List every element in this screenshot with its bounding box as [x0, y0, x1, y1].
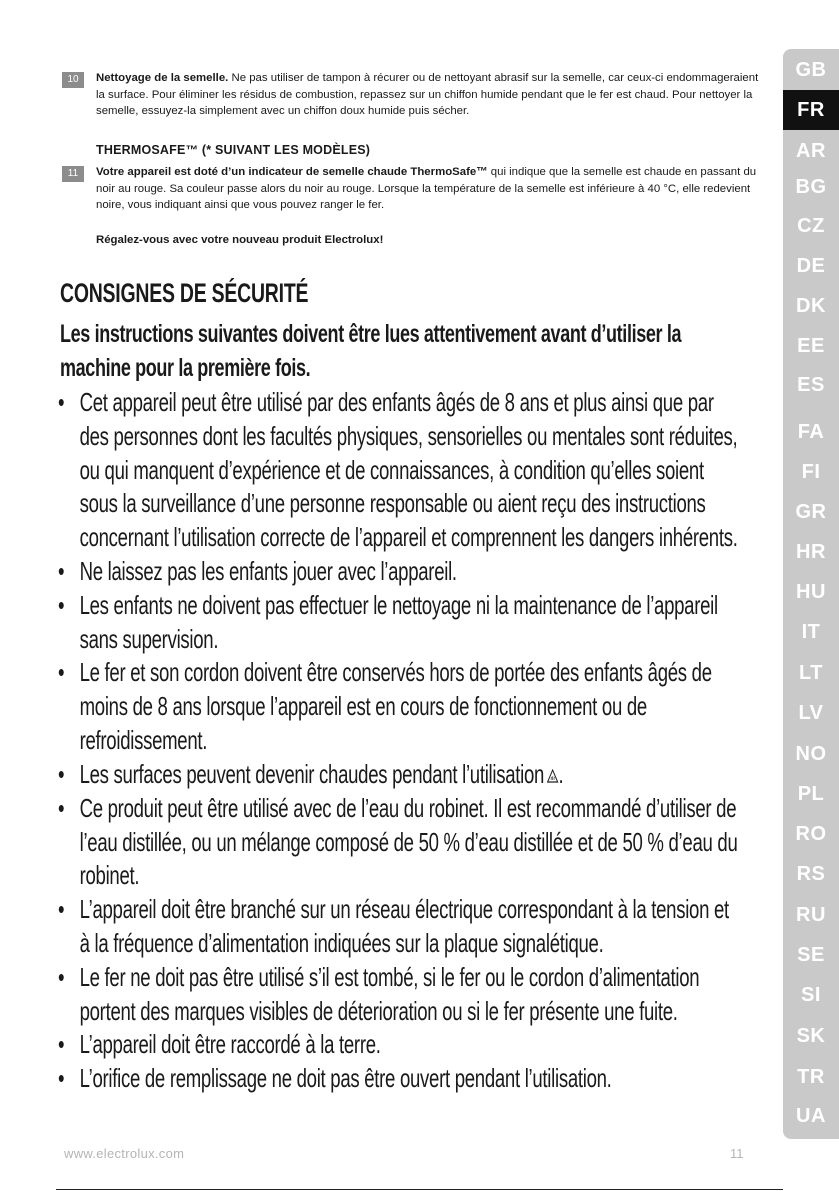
step-number: 11: [62, 166, 84, 182]
language-tab-es[interactable]: ES: [797, 374, 825, 396]
list-item: • Le fer et son cordon doivent être conservés hors de portée des enfants âgés de moins de 8 ans lorsque l’appareil est en cours de fonctionnement ou de refroidissement.: [58, 657, 742, 758]
list-item: • Le fer ne doit pas être utilisé s’il est tombé, si le fer ou le cordon d’alimentation portent des marques visibles de déterioration ou si le fer présente une fuite.: [58, 962, 742, 1030]
step-body-text: qui indique que la semelle est chaude en passant du noir au rouge. Sa couleur passe alors du noir au rouge. Lorsque la température de la semelle est inférieure à 40 °C, elle redevient noire, vous indiquant ainsi que vous pouvez ranger le fer.: [96, 166, 757, 211]
step-bold-text: Nettoyage de la semelle.: [96, 72, 229, 84]
language-tab-it[interactable]: IT: [801, 621, 821, 643]
step-text: [96, 164, 768, 214]
step-number: 10: [62, 72, 84, 88]
language-tab-no[interactable]: NO: [795, 743, 827, 765]
list-item: • L’appareil doit être branché sur un réseau électrique correspondant à la tension et à la fréquence d’alimentation indiquées sur la plaque signalétique.: [58, 894, 742, 962]
language-tab-fa[interactable]: FA: [797, 421, 825, 443]
language-tab-lt[interactable]: LT: [799, 662, 823, 684]
closing-note: Régalez-vous avec votre nouveau produit Electrolux!: [96, 234, 384, 246]
list-item: • L’appareil doit être raccordé à la terre.: [58, 1029, 742, 1063]
list-item: • L’orifice de remplissage ne doit pas être ouvert pendant l’utilisation.: [58, 1063, 742, 1097]
thermosafe-heading: THERMOSAFE™ (* SUIVANT LES MODÈLES): [96, 143, 371, 157]
language-tab-cz[interactable]: CZ: [797, 215, 825, 237]
list-item: • Ne laissez pas les enfants jouer avec l’appareil.: [58, 556, 742, 590]
list-item: • Cet appareil peut être utilisé par des enfants âgés de 8 ans et plus ainsi que par des personnes dont les facultés physiques, sensorielles ou mentales sont réduites, ou qui manquent d’expérience et de connaissances, à condition qu’elles soient sous la surveillance d’une personne responsable ou aient reçu des instructions concernant l’utilisation correcte de l’appareil et comprennent les dangers inhérents.: [58, 387, 742, 556]
step-bold-text: Votre appareil est doté d’un indicateur de semelle chaude ThermoSafe™: [96, 166, 488, 178]
language-tab-fr[interactable]: FR: [783, 90, 839, 130]
language-tab-lv[interactable]: LV: [798, 702, 824, 724]
language-tab-ro[interactable]: RO: [795, 823, 827, 845]
language-tab-fi[interactable]: FI: [801, 461, 821, 483]
language-tab-ua[interactable]: UA: [796, 1105, 826, 1127]
language-tab-pl[interactable]: PL: [797, 783, 825, 805]
language-tab-dk[interactable]: DK: [796, 295, 826, 317]
list-item-text: Les surfaces peuvent devenir chaudes pendant l’utilisation: [79, 760, 545, 789]
language-tab-rs[interactable]: RS: [796, 863, 826, 885]
language-tab-tr[interactable]: TR: [797, 1066, 825, 1088]
language-tab-sk[interactable]: SK: [796, 1025, 826, 1047]
footer-divider: [56, 1189, 783, 1190]
language-tab-ar[interactable]: AR: [796, 140, 826, 162]
step-text: [96, 70, 768, 120]
language-tab-hu[interactable]: HU: [796, 581, 826, 603]
language-tab-si[interactable]: SI: [801, 984, 821, 1006]
safety-list: [58, 387, 742, 1097]
language-tab-gr[interactable]: GR: [795, 501, 827, 523]
language-tab-se[interactable]: SE: [797, 944, 825, 966]
language-tab-bg[interactable]: BG: [795, 176, 827, 198]
language-tab-ee[interactable]: EE: [797, 335, 825, 357]
page-number: 11: [730, 1146, 744, 1161]
language-tab-hr[interactable]: HR: [796, 541, 826, 563]
hot-surface-warning-icon: [547, 759, 559, 793]
language-tab-de[interactable]: DE: [796, 255, 826, 277]
step-body-text: Ne pas utiliser de tampon à récurer ou de nettoyant abrasif sur la semelle, car ceux-ci endommageraient la surface. Pour éliminer les résidus de combustion, repassez sur un chiffon humide pendant que le fer est chaud. Pour nettoyer la semelle, essuyez-la simplement avec un chiffon doux humide puis sécher.: [96, 72, 759, 117]
list-item: • Ce produit peut être utilisé avec de l’eau du robinet. Il est recommandé d’utiliser de l’eau distillée, ou un mélange composé de 50 % d’eau distillée et de 50 % d’eau du robinet.: [58, 793, 742, 894]
section-lead: Les instructions suivantes doivent être lues attentivement avant d’utiliser la machine pour la première fois.: [60, 320, 682, 382]
language-tab-gb[interactable]: GB: [795, 59, 827, 81]
footer-url: www.electrolux.com: [64, 1146, 185, 1161]
language-tab-ru[interactable]: RU: [796, 904, 826, 926]
list-item: [58, 759, 742, 793]
list-item-suffix: .: [558, 760, 564, 789]
list-item: • Les enfants ne doivent pas effectuer le nettoyage ni la maintenance de l’appareil sans supervision.: [58, 590, 742, 658]
section-title: CONSIGNES DE SÉCURITÉ: [60, 278, 309, 308]
